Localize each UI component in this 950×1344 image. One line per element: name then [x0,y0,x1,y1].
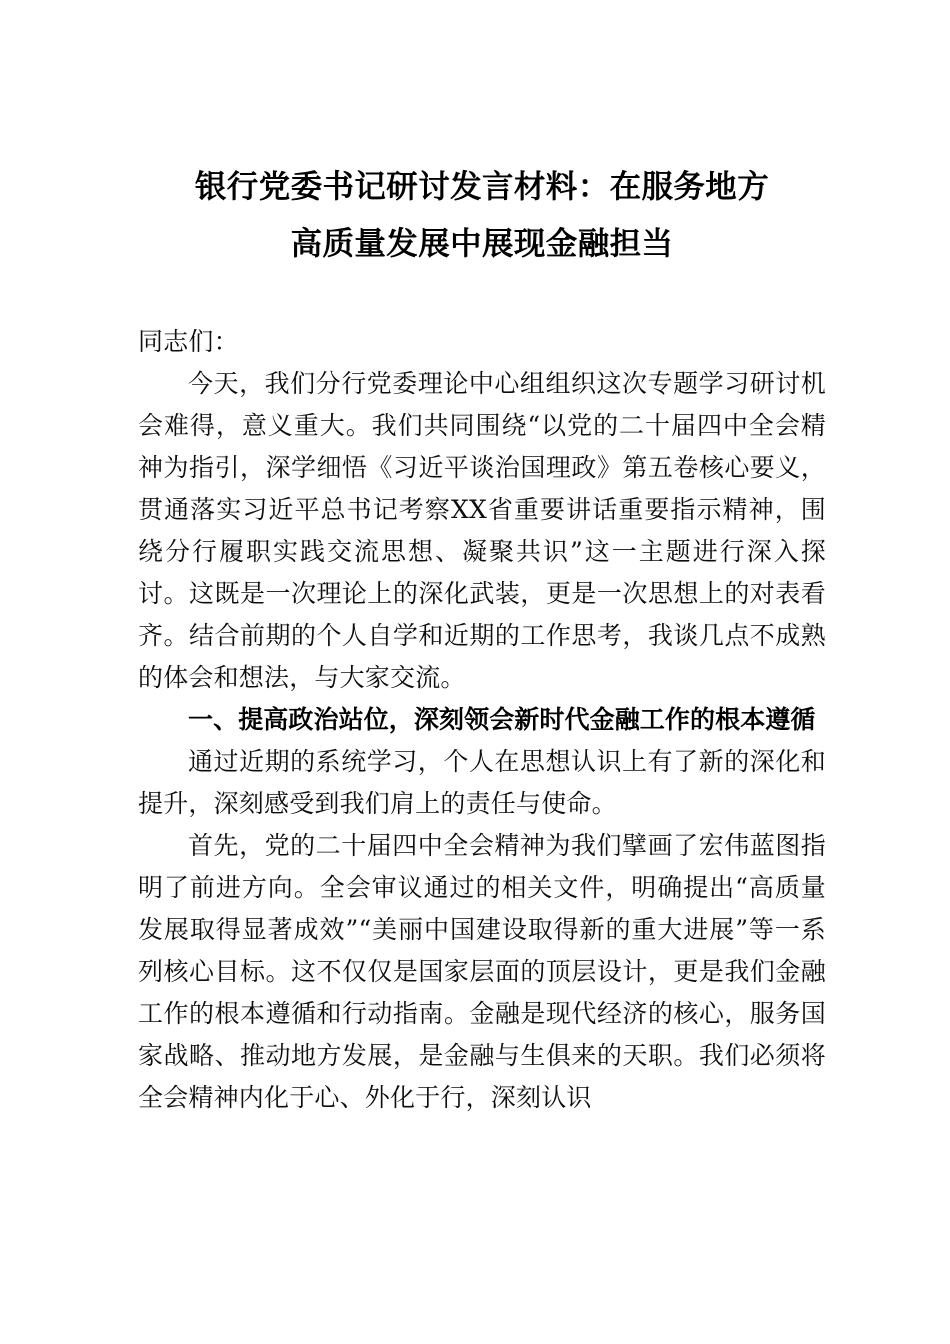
paragraph-3: 首先，党的二十届四中全会精神为我们擘画了宏伟蓝图指明了前进方向。全会审议通过的相关文件，明确提出“高质量发展取得显著成效”“美丽中国建设取得新的重大进展”等一系列核心目标。这不仅仅是国家层面的顶层设计，更是我们金融工作的根本遵循和行动指南。金融是现代经济的核心，服务国家战略、推动地方发展，是金融与生俱来的天职。我们必须将全会精神内化于心、外化于行，深刻认识 [138,831,826,1112]
document-body [138,321,826,1119]
document-title-line-2: 高质量发展中展现金融担当 [290,226,674,261]
document-title [138,158,826,272]
paragraph-1: 今天，我们分行党委理论中心组组织这次专题学习研讨机会难得，意义重大。我们共同围绕“以党的二十届四中全会精神为指引，深学细悟《习近平谈治国理政》第五卷核心要义，贯通落实习近平总书记考察XX省重要讲话重要指示精神，围绕分行履职实践交流思想、凝聚共识”这一主题进行深入探讨。这既是一次理论上的深化武装，更是一次思想上的对表看齐。结合前期的个人自学和近期的工作思考，我谈几点不成熟的体会和想法，与大家交流。 [138,369,826,692]
document-title-line-1: 银行党委书记研讨发言材料：在服务地方 [194,169,770,204]
document-content [138,158,826,1119]
paragraph-2: 通过近期的系统学习，个人在思想认识上有了新的深化和提升，深刻感受到我们肩上的责任与使命。 [138,747,826,818]
salutation-line: 同志们： [138,327,239,356]
section-heading-1: 一、提高政治站位，深刻领会新时代金融工作的根本遵循 [188,706,816,734]
